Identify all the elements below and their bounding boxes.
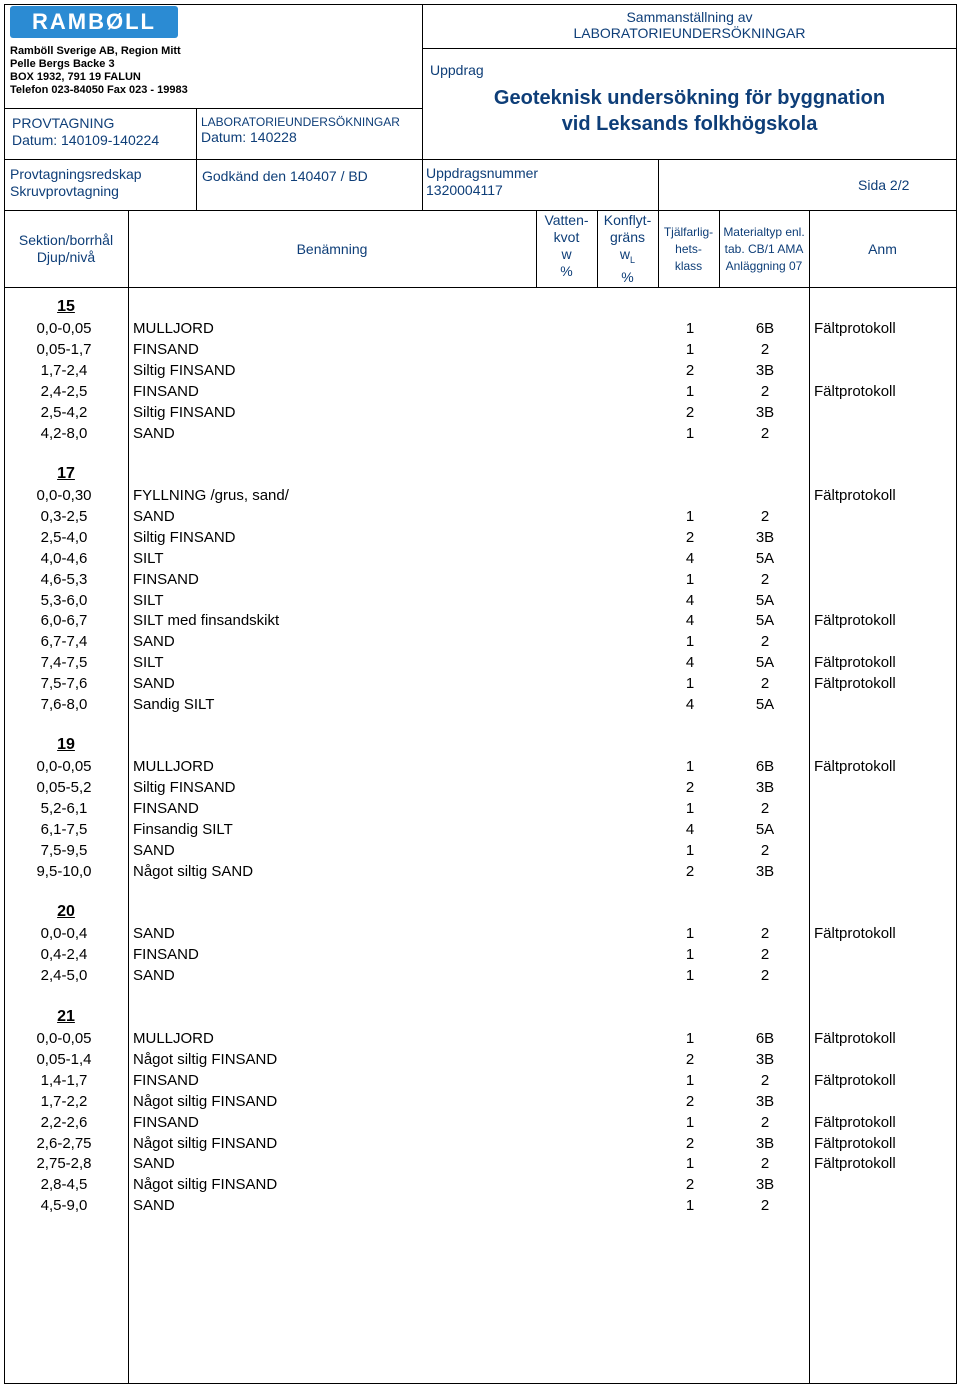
section-heading: 19 bbox=[57, 736, 75, 753]
benamning-cell: SILT bbox=[133, 550, 164, 567]
benamning-cell: MULLJORD bbox=[133, 320, 214, 337]
table-row bbox=[0, 696, 960, 717]
table-row bbox=[0, 1155, 960, 1176]
table-row bbox=[0, 1176, 960, 1197]
benamning-cell: MULLJORD bbox=[133, 1030, 214, 1047]
depth-cell: 9,5-10,0 bbox=[36, 863, 92, 880]
benamning-cell: SAND bbox=[133, 1197, 175, 1214]
benamning-cell: Något siltig FINSAND bbox=[133, 1051, 278, 1068]
col-header-tjal bbox=[658, 224, 719, 275]
header-divider-h2 bbox=[4, 108, 423, 109]
depth-cell: 2,5-4,0 bbox=[40, 529, 88, 546]
tjalfarlighet-cell: 2 bbox=[685, 863, 695, 880]
table-row bbox=[0, 863, 960, 884]
table-row bbox=[0, 529, 960, 550]
materialtyp-cell: 5A bbox=[755, 821, 775, 838]
table-row bbox=[0, 592, 960, 613]
table-row bbox=[0, 1197, 960, 1218]
anm-cell: Fältprotokoll bbox=[814, 925, 896, 942]
company-logo bbox=[10, 6, 178, 38]
depth-cell: 1,7-2,4 bbox=[40, 362, 88, 379]
tjalfarlighet-cell: 1 bbox=[685, 967, 695, 984]
depth-cell: 6,0-6,7 bbox=[40, 612, 88, 629]
table-row bbox=[0, 1030, 960, 1051]
tjalfarlighet-cell: 1 bbox=[685, 341, 695, 358]
benamning-cell: Sandig SILT bbox=[133, 696, 215, 713]
table-row bbox=[0, 1135, 960, 1156]
materialtyp-cell: 5A bbox=[755, 654, 775, 671]
depth-cell: 2,75-2,8 bbox=[36, 1155, 92, 1172]
benamning-cell: SAND bbox=[133, 842, 175, 859]
header-divider-h4 bbox=[4, 210, 957, 211]
benamning-cell: SAND bbox=[133, 675, 175, 692]
materialtyp-cell: 2 bbox=[760, 1072, 770, 1089]
tjalfarlighet-cell: 1 bbox=[685, 1197, 695, 1214]
anm-cell: Fältprotokoll bbox=[814, 612, 896, 629]
table-row bbox=[0, 362, 960, 383]
table-row bbox=[0, 654, 960, 675]
benamning-cell: MULLJORD bbox=[133, 758, 214, 775]
depth-cell: 4,5-9,0 bbox=[40, 1197, 88, 1214]
depth-cell: 0,4-2,4 bbox=[40, 946, 88, 963]
materialtyp-cell: 2 bbox=[760, 946, 770, 963]
tjalfarlighet-cell: 2 bbox=[685, 529, 695, 546]
tjalfarlighet-cell: 1 bbox=[685, 925, 695, 942]
benamning-cell: FINSAND bbox=[133, 383, 199, 400]
company-address-line-2: Pelle Bergs Backe 3 bbox=[10, 58, 115, 70]
col-header-tjal-line1: Tjälfarlig- bbox=[663, 225, 714, 239]
table-row bbox=[0, 1093, 960, 1114]
redskap-value: Skruvprovtagning bbox=[10, 183, 119, 199]
anm-cell: Fältprotokoll bbox=[814, 1030, 896, 1047]
col-header-sektion bbox=[4, 232, 128, 266]
table-row bbox=[0, 633, 960, 654]
benamning-cell: SAND bbox=[133, 925, 175, 942]
company-address-line-4: Telefon 023-84050 Fax 023 - 19983 bbox=[10, 84, 188, 96]
tjalfarlighet-cell: 4 bbox=[685, 821, 695, 838]
tjalfarlighet-cell: 4 bbox=[685, 612, 695, 629]
table-row bbox=[0, 612, 960, 633]
col-header-vatten bbox=[536, 212, 597, 280]
materialtyp-cell: 2 bbox=[760, 800, 770, 817]
materialtyp-cell: 3B bbox=[755, 1176, 775, 1193]
table-row bbox=[0, 508, 960, 529]
benamning-cell: FINSAND bbox=[133, 946, 199, 963]
benamning-cell: SAND bbox=[133, 1155, 175, 1172]
table-row bbox=[0, 779, 960, 800]
materialtyp-cell: 2 bbox=[760, 383, 770, 400]
depth-cell: 0,05-1,4 bbox=[36, 1051, 92, 1068]
tjalfarlighet-cell: 1 bbox=[685, 633, 695, 650]
col-header-benamning: Benämning bbox=[296, 241, 368, 257]
materialtyp-cell: 5A bbox=[755, 592, 775, 609]
materialtyp-cell: 2 bbox=[760, 842, 770, 859]
benamning-cell: SAND bbox=[133, 633, 175, 650]
redskap-label: Provtagningsredskap bbox=[10, 166, 142, 182]
tjalfarlighet-cell: 1 bbox=[685, 383, 695, 400]
depth-cell: 7,4-7,5 bbox=[40, 654, 88, 671]
col-header-material-line3: Anläggning 07 bbox=[725, 259, 803, 273]
materialtyp-cell: 2 bbox=[760, 1114, 770, 1131]
doc-title-line-2: LABORATORIEUNDERSÖKNINGAR bbox=[573, 25, 806, 41]
materialtyp-cell: 3B bbox=[755, 404, 775, 421]
materialtyp-cell: 2 bbox=[760, 508, 770, 525]
col-header-konflyt bbox=[597, 212, 658, 286]
depth-cell: 1,7-2,2 bbox=[40, 1093, 88, 1110]
table-row bbox=[0, 404, 960, 425]
table-row bbox=[0, 946, 960, 967]
uppdragsnummer-value: 1320004117 bbox=[426, 182, 503, 198]
lab-label: LABORATORIEUNDERSÖKNINGAR bbox=[201, 115, 400, 129]
tjalfarlighet-cell: 1 bbox=[685, 758, 695, 775]
company-logo-text: RAMBØLL bbox=[32, 9, 156, 34]
table-row bbox=[0, 1072, 960, 1093]
tjalfarlighet-cell: 4 bbox=[685, 696, 695, 713]
depth-cell: 7,5-9,5 bbox=[40, 842, 88, 859]
table-row bbox=[0, 967, 960, 988]
tjalfarlighet-cell: 2 bbox=[685, 1051, 695, 1068]
anm-cell: Fältprotokoll bbox=[814, 654, 896, 671]
tjalfarlighet-cell: 2 bbox=[685, 404, 695, 421]
benamning-cell: FINSAND bbox=[133, 341, 199, 358]
materialtyp-cell: 2 bbox=[760, 675, 770, 692]
section-heading: 17 bbox=[57, 465, 75, 482]
tjalfarlighet-cell: 1 bbox=[685, 425, 695, 442]
benamning-cell: Siltig FINSAND bbox=[133, 529, 236, 546]
benamning-cell: FINSAND bbox=[133, 1072, 199, 1089]
col-header-anm: Anm bbox=[868, 241, 897, 257]
benamning-cell: SILT bbox=[133, 592, 164, 609]
table-row bbox=[0, 842, 960, 863]
table-row bbox=[0, 320, 960, 341]
tjalfarlighet-cell: 1 bbox=[685, 508, 695, 525]
anm-cell: Fältprotokoll bbox=[814, 320, 896, 337]
depth-cell: 2,5-4,2 bbox=[40, 404, 88, 421]
col-header-material-line1: Materialtyp enl. bbox=[723, 225, 805, 239]
materialtyp-cell: 2 bbox=[760, 925, 770, 942]
table-row bbox=[0, 925, 960, 946]
materialtyp-cell: 2 bbox=[760, 425, 770, 442]
col-header-konflyt-line1: Konflyt- bbox=[603, 212, 652, 228]
materialtyp-cell: 6B bbox=[755, 758, 775, 775]
doc-title-line-1: Sammanställning av bbox=[626, 9, 753, 25]
section-heading: 15 bbox=[57, 298, 75, 315]
depth-cell: 0,0-0,05 bbox=[36, 758, 92, 775]
depth-cell: 2,2-2,6 bbox=[40, 1114, 88, 1131]
depth-cell: 7,5-7,6 bbox=[40, 675, 88, 692]
depth-cell: 6,1-7,5 bbox=[40, 821, 88, 838]
col-header-vatten-line1: Vatten- bbox=[544, 212, 589, 228]
benamning-cell: Siltig FINSAND bbox=[133, 779, 236, 796]
depth-cell: 4,0-4,6 bbox=[40, 550, 88, 567]
tjalfarlighet-cell: 2 bbox=[685, 1093, 695, 1110]
table-row bbox=[0, 800, 960, 821]
tjalfarlighet-cell: 2 bbox=[685, 1176, 695, 1193]
benamning-cell: SAND bbox=[133, 425, 175, 442]
materialtyp-cell: 2 bbox=[760, 967, 770, 984]
benamning-cell: Något siltig SAND bbox=[133, 863, 254, 880]
section-heading: 21 bbox=[57, 1008, 75, 1025]
col-header-tjal-line2: hets- bbox=[675, 242, 702, 256]
benamning-cell: FINSAND bbox=[133, 800, 199, 817]
materialtyp-cell: 3B bbox=[755, 1051, 775, 1068]
benamning-cell: FINSAND bbox=[133, 1114, 199, 1131]
table-row bbox=[0, 1051, 960, 1072]
tjalfarlighet-cell: 1 bbox=[685, 571, 695, 588]
materialtyp-cell: 3B bbox=[755, 1135, 775, 1152]
benamning-cell: SILT med finsandskikt bbox=[133, 612, 280, 629]
table-row bbox=[0, 550, 960, 571]
tjalfarlighet-cell: 2 bbox=[685, 779, 695, 796]
benamning-cell: Finsandig SILT bbox=[133, 821, 233, 838]
anm-cell: Fältprotokoll bbox=[814, 383, 896, 400]
project-title-line-1: Geoteknisk undersökning för byggnation bbox=[493, 87, 886, 109]
materialtyp-cell: 6B bbox=[755, 320, 775, 337]
table-row bbox=[0, 383, 960, 404]
tjalfarlighet-cell: 1 bbox=[685, 1030, 695, 1047]
col-header-vatten-line2: kvot bbox=[553, 229, 580, 245]
table-row bbox=[0, 487, 960, 508]
lab-date: Datum: 140228 bbox=[201, 129, 297, 145]
col-header-tjal-line3: klass bbox=[674, 259, 703, 273]
tjalfarlighet-cell: 4 bbox=[685, 592, 695, 609]
materialtyp-cell: 2 bbox=[760, 633, 770, 650]
col-header-material bbox=[719, 224, 809, 275]
materialtyp-cell: 2 bbox=[760, 571, 770, 588]
col-header-konflyt-line3: $w_L$ bbox=[619, 246, 636, 265]
depth-cell: 2,4-2,5 bbox=[40, 383, 88, 400]
benamning-cell: SILT bbox=[133, 654, 164, 671]
depth-cell: 6,7-7,4 bbox=[40, 633, 88, 650]
depth-cell: 2,6-2,75 bbox=[36, 1135, 92, 1152]
column-header-bottom bbox=[4, 287, 957, 288]
benamning-cell: SAND bbox=[133, 967, 175, 984]
benamning-cell: FYLLNING /grus, sand/ bbox=[133, 487, 289, 504]
anm-cell: Fältprotokoll bbox=[814, 1155, 896, 1172]
anm-cell: Fältprotokoll bbox=[814, 758, 896, 775]
provtagning-date: Datum: 140109-140224 bbox=[12, 132, 160, 148]
provtagning-label: PROVTAGNING bbox=[12, 115, 115, 131]
benamning-cell: Något siltig FINSAND bbox=[133, 1176, 278, 1193]
anm-cell: Fältprotokoll bbox=[814, 1135, 896, 1152]
company-address-line-3: BOX 1932, 791 19 FALUN bbox=[10, 71, 141, 83]
materialtyp-cell: 3B bbox=[755, 362, 775, 379]
col-header-konflyt-line2: gräns bbox=[609, 229, 646, 245]
tjalfarlighet-cell: 2 bbox=[685, 362, 695, 379]
depth-cell: 4,2-8,0 bbox=[40, 425, 88, 442]
table-row bbox=[0, 821, 960, 842]
header-divider-h3 bbox=[4, 159, 957, 160]
depth-cell: 2,4-5,0 bbox=[40, 967, 88, 984]
tjalfarlighet-cell: 1 bbox=[685, 1114, 695, 1131]
depth-cell: 4,6-5,3 bbox=[40, 571, 88, 588]
depth-cell: 5,2-6,1 bbox=[40, 800, 88, 817]
header-divider-h1 bbox=[422, 48, 957, 49]
tjalfarlighet-cell: 4 bbox=[685, 550, 695, 567]
tjalfarlighet-cell: 4 bbox=[685, 654, 695, 671]
depth-cell: 0,05-5,2 bbox=[36, 779, 92, 796]
benamning-cell: FINSAND bbox=[133, 571, 199, 588]
header-divider-v3 bbox=[658, 160, 659, 211]
depth-cell: 0,3-2,5 bbox=[40, 508, 88, 525]
depth-cell: 0,05-1,7 bbox=[36, 341, 92, 358]
col-header-konflyt-line4: % bbox=[621, 268, 634, 285]
depth-cell: 0,0-0,05 bbox=[36, 320, 92, 337]
depth-cell: 7,6-8,0 bbox=[40, 696, 88, 713]
depth-cell: 5,3-6,0 bbox=[40, 592, 88, 609]
table-row bbox=[0, 675, 960, 696]
materialtyp-cell: 2 bbox=[760, 341, 770, 358]
materialtyp-cell: 3B bbox=[755, 779, 775, 796]
materialtyp-cell: 5A bbox=[755, 612, 775, 629]
table-row bbox=[0, 1114, 960, 1135]
anm-cell: Fältprotokoll bbox=[814, 1072, 896, 1089]
materialtyp-cell: 3B bbox=[755, 863, 775, 880]
materialtyp-cell: 5A bbox=[755, 696, 775, 713]
depth-cell: 2,8-4,5 bbox=[40, 1176, 88, 1193]
col-header-sektion-line1: Sektion/borrhål bbox=[18, 232, 114, 248]
depth-cell: 0,0-0,05 bbox=[36, 1030, 92, 1047]
page-number: Sida 2/2 bbox=[858, 177, 910, 193]
materialtyp-cell: 6B bbox=[755, 1030, 775, 1047]
benamning-cell: Något siltig FINSAND bbox=[133, 1093, 278, 1110]
godkand-text: Godkänd den 140407 / BD bbox=[202, 168, 368, 184]
tjalfarlighet-cell: 1 bbox=[685, 1072, 695, 1089]
table-row bbox=[0, 341, 960, 362]
col-header-vatten-line3: w bbox=[561, 246, 572, 262]
tjalfarlighet-cell: 2 bbox=[685, 1135, 695, 1152]
materialtyp-cell: 5A bbox=[755, 550, 775, 567]
tjalfarlighet-cell: 1 bbox=[685, 842, 695, 859]
company-address-line-1: Ramböll Sverige AB, Region Mitt bbox=[10, 45, 181, 57]
benamning-cell: Siltig FINSAND bbox=[133, 404, 236, 421]
project-title-line-2: vid Leksands folkhögskola bbox=[561, 113, 818, 135]
materialtyp-cell: 2 bbox=[760, 1155, 770, 1172]
tjalfarlighet-cell: 1 bbox=[685, 1155, 695, 1172]
tjalfarlighet-cell: 1 bbox=[685, 946, 695, 963]
anm-cell: Fältprotokoll bbox=[814, 487, 896, 504]
frame-top bbox=[4, 4, 957, 5]
anm-cell: Fältprotokoll bbox=[814, 1114, 896, 1131]
col-header-sektion-line2: Djup/nivå bbox=[36, 249, 96, 265]
materialtyp-cell: 3B bbox=[755, 1093, 775, 1110]
frame-bottom bbox=[4, 1383, 957, 1384]
section-heading: 20 bbox=[57, 903, 75, 920]
col-header-material-line2: tab. CB/1 AMA bbox=[724, 242, 804, 256]
tjalfarlighet-cell: 1 bbox=[685, 320, 695, 337]
table-row bbox=[0, 571, 960, 592]
benamning-cell: SAND bbox=[133, 508, 175, 525]
materialtyp-cell: 2 bbox=[760, 1197, 770, 1214]
uppdragsnummer-label: Uppdragsnummer bbox=[426, 165, 539, 181]
uppdrag-label: Uppdrag bbox=[430, 62, 484, 78]
benamning-cell: Något siltig FINSAND bbox=[133, 1135, 278, 1152]
tjalfarlighet-cell: 1 bbox=[685, 675, 695, 692]
depth-cell: 0,0-0,4 bbox=[40, 925, 88, 942]
anm-cell: Fältprotokoll bbox=[814, 675, 896, 692]
table-row bbox=[0, 758, 960, 779]
table-row bbox=[0, 425, 960, 446]
col-header-vatten-line4: % bbox=[560, 263, 573, 279]
depth-cell: 0,0-0,30 bbox=[36, 487, 92, 504]
benamning-cell: Siltig FINSAND bbox=[133, 362, 236, 379]
depth-cell: 1,4-1,7 bbox=[40, 1072, 88, 1089]
materialtyp-cell: 3B bbox=[755, 529, 775, 546]
tjalfarlighet-cell: 1 bbox=[685, 800, 695, 817]
